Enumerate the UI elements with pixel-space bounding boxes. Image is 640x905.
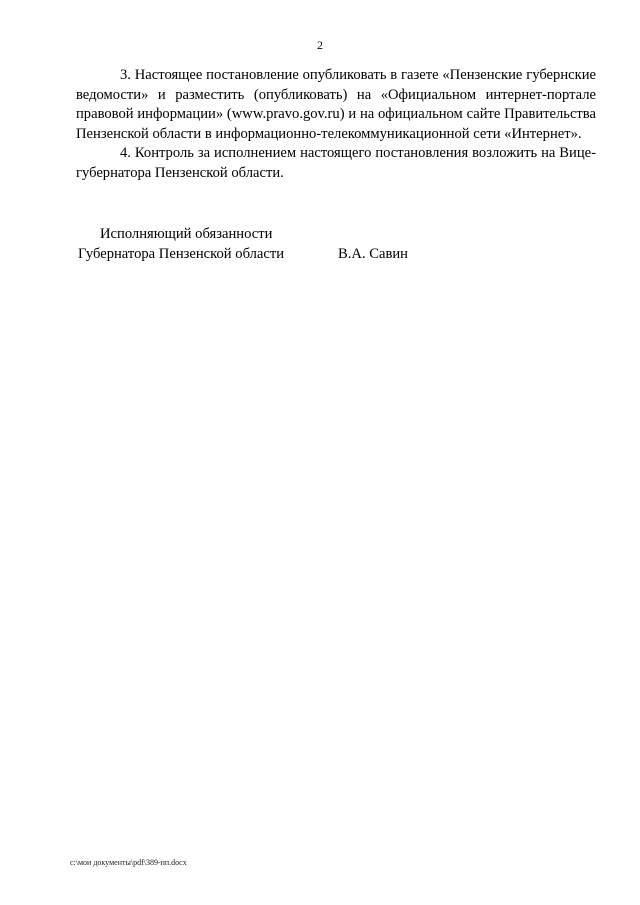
signature-row: [78, 245, 408, 265]
signatory-position-line1: Исполняющий обязанности: [100, 226, 273, 242]
page-number: 2: [317, 38, 323, 52]
signatory-position-line2: Губернатора Пензенской области: [78, 245, 285, 262]
signatory-name: В.А. Савин: [338, 245, 408, 262]
paragraph-3: 3. Настоящее постановление опубликовать в газете «Пензенские губернские ведомости» и разместить (опубликовать) на «Официальном интернет-портале правовой информации» (www.pravo.gov.ru) и на официальном сайте Правительства Пензенской области в информационно-телекоммуникационной сети «Интернет».: [76, 67, 596, 142]
paragraph-4: 4. Контроль за исполнением настоящего постановления возложить на Вице-губернатора Пензенской области.: [76, 145, 596, 181]
document-body: [76, 66, 596, 183]
signature-block: [78, 225, 408, 264]
footer-file-path: c:\мои документы\pdf\389-пп.docx: [70, 858, 187, 867]
